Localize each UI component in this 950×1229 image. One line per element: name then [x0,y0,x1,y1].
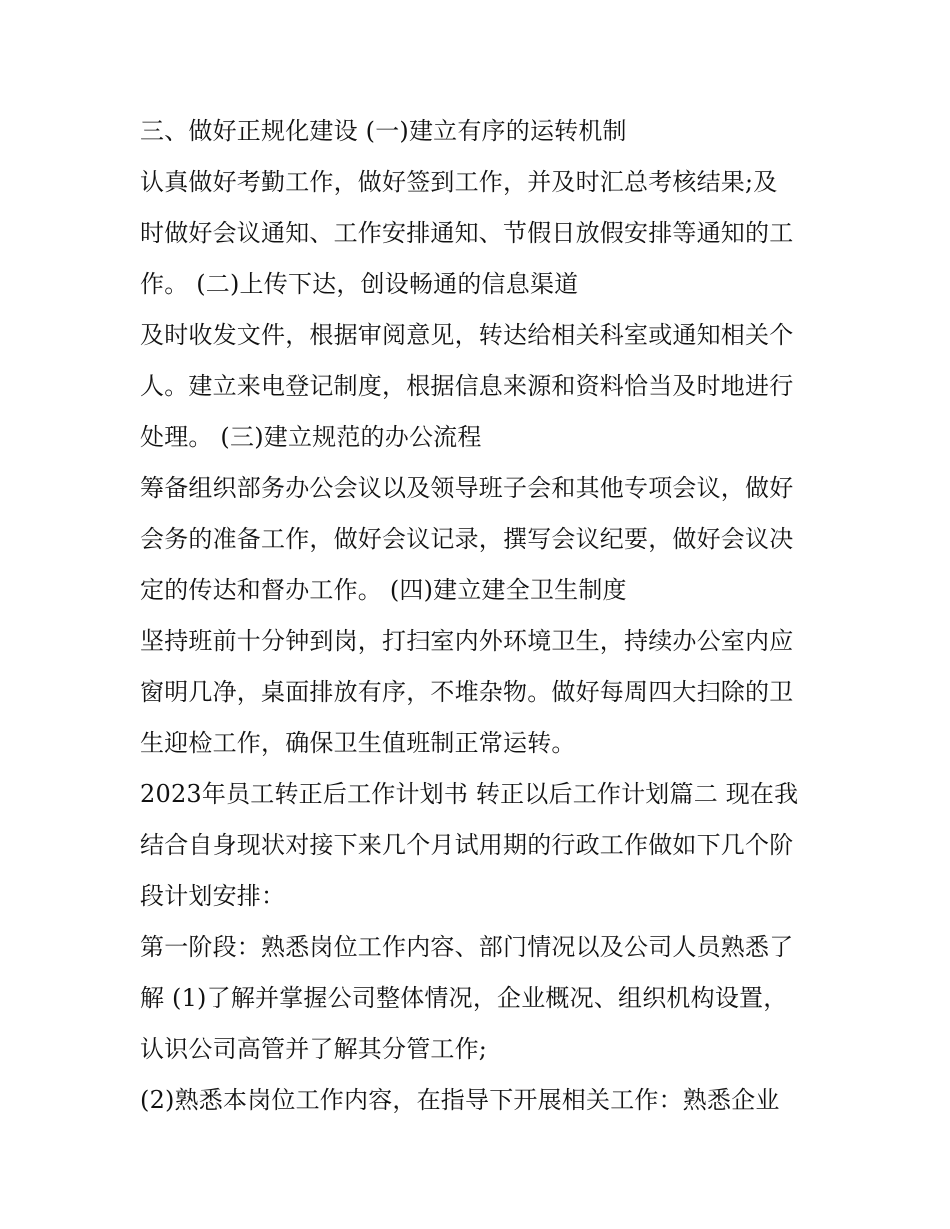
text-line: 结合自身现状对接下来几个月试用期的行政工作做如下几个阶 [140,831,794,859]
text-line: 第一阶段：熟悉岗位工作内容、部门情况以及公司人员熟悉了 [140,933,794,961]
text-line: 会务的准备工作，做好会议记录，撰写会议纪要，做好会议决 [140,525,794,553]
text-line: 处理。 (三)建立规范的办公流程 [140,423,482,451]
text-line: 三、做好正规化建设 (一)建立有序的运转机制 [140,117,627,145]
text-line: 解 (1)了解并掌握公司整体情况，企业概况、组织机构设置， [140,984,788,1012]
text-line: 筹备组织部务办公会议以及领导班子会和其他专项会议，做好 [140,474,794,502]
text-line: (2)熟悉本岗位工作内容，在指导下开展相关工作：熟悉企业 [140,1086,780,1114]
document-body [140,106,820,1126]
text-line: 段计划安排： [140,882,286,910]
text-line: 作。 (二)上传下达，创设畅通的信息渠道 [140,270,579,298]
text-line: 2023年员工转正后工作计划书 转正以后工作计划篇二 现在我 [140,780,799,808]
text-line: 时做好会议通知、工作安排通知、节假日放假安排等通知的工 [140,219,794,247]
text-line: 窗明几净，桌面排放有序，不堆杂物。做好每周四大扫除的卫 [140,678,794,706]
text-line: 定的传达和督办工作。 (四)建立建全卫生制度 [140,576,627,604]
text-line: 认识公司高管并了解其分管工作; [140,1035,488,1063]
text-line: 人。建立来电登记制度，根据信息来源和资料恰当及时地进行 [140,372,794,400]
text-line: 及时收发文件，根据审阅意见，转达给相关科室或通知相关个 [140,321,794,349]
text-line: 认真做好考勤工作，做好签到工作，并及时汇总考核结果;及 [140,168,778,196]
text-line: 生迎检工作，确保卫生值班制正常运转。 [140,729,576,757]
text-line: 坚持班前十分钟到岗，打扫室内外环境卫生，持续办公室内应 [140,627,794,655]
